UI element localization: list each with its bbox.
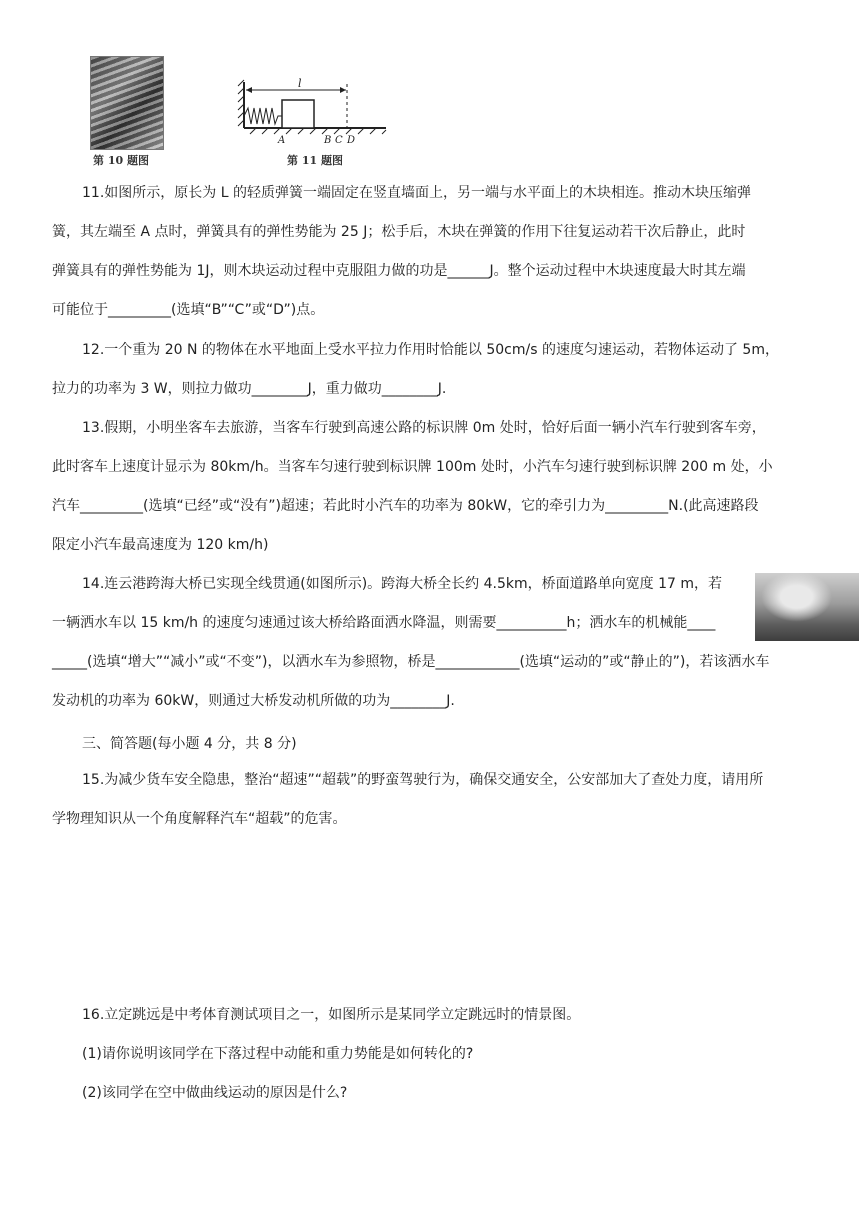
- question-11-line-2: 簧，其左端至 A 点时，弹簧具有的弹性势能为 25 J；松手后，木块在弹簧的作用下往复运动若干次后静止，此时: [52, 224, 746, 240]
- figure-14-photo: [755, 573, 859, 641]
- question-12-line-1: 12.一个重为 20 N 的物体在水平地面上受水平拉力作用时恰能以 50cm/s 的速度匀速运动，若物体运动了 5m，: [82, 342, 779, 358]
- spring-shape: [244, 108, 282, 124]
- question-11-line-1: 11.如图所示，原长为 L 的轻质弹簧一端固定在竖直墙面上，另一端与水平面上的木块相连。推动木块压缩弹: [82, 185, 751, 201]
- question-15-line-2: 学物理知识从一个角度解释汽车“超载”的危害。: [52, 811, 347, 827]
- question-12: [52, 331, 812, 409]
- question-16: [52, 996, 812, 1113]
- question-11-line-4: 可能位于_________(选填“B”“C”或“D”)点。: [52, 302, 325, 318]
- question-13-line-2: 此时客车上速度计显示为 80km/h。当客车匀速行驶到标识牌 100m 处时，小汽车匀速行驶到标识牌 200 m 处，小: [52, 459, 773, 475]
- point-c-label: C: [335, 135, 343, 146]
- figure-10-photo: [90, 56, 164, 150]
- question-14-line-4: 发动机的功率为 60kW，则通过大桥发动机所做的功为________J.: [52, 693, 455, 709]
- question-13-line-1: 13.假期，小明坐客车去旅游，当客车行驶到高速公路的标识牌 0m 处时，恰好后面一辆小汽车行驶到客车旁，: [82, 420, 766, 436]
- question-11: [52, 174, 812, 330]
- question-12-line-2: 拉力的功率为 3 W，则拉力做功________J，重力做功________J.: [52, 381, 447, 397]
- question-16-line-3: (2)该同学在空中做曲线运动的原因是什么?: [82, 1085, 348, 1101]
- figure-10-caption: 第 10 题图: [93, 154, 149, 167]
- point-d-label: D: [347, 135, 356, 146]
- figure-11-caption: 第 11 题图: [287, 154, 343, 167]
- question-16-line-2: (1)请你说明该同学在下落过程中动能和重力势能是如何转化的?: [82, 1046, 474, 1062]
- length-label: l: [298, 77, 302, 90]
- question-15-line-1: 15.为减少货车安全隐患，整治“超速”“超载”的野蛮驾驶行为，确保交通安全，公安部加大了查处力度，请用所: [82, 772, 764, 788]
- question-14-line-3: _____(选填“增大”“减小”或“不变”)，以洒水车为参照物，桥是____________(选填“运动的”或“静止的”)，若该洒水车: [52, 654, 770, 670]
- question-15: [52, 761, 812, 839]
- figure-11-diagram: [236, 76, 396, 148]
- question-14: [52, 565, 770, 721]
- section-3-heading: 三、简答题(每小题 4 分，共 8 分): [82, 736, 297, 752]
- question-13-line-4: 限定小汽车最高速度为 120 km/h): [52, 537, 269, 553]
- wood-block: [282, 100, 314, 128]
- question-14-line-1: 14.连云港跨海大桥已实现全线贯通(如图所示)。跨海大桥全长约 4.5km，桥面道路单向宽度 17 m，若: [82, 576, 722, 592]
- point-a-label: A: [278, 135, 286, 146]
- question-13: [52, 409, 812, 565]
- question-13-line-3: 汽车_________(选填“已经”或“没有”)超速；若此时小汽车的功率为 80kW，它的牵引力为_________N.(此高速路段: [52, 498, 759, 514]
- point-b-label: B: [324, 135, 332, 146]
- question-11-line-3: 弹簧具有的弹性势能为 1J，则木块运动过程中克服阻力做的功是______J。整个运动过程中木块速度最大时其左端: [52, 263, 746, 279]
- question-14-line-2: 一辆洒水车以 15 km/h 的速度匀速通过该大桥给路面洒水降温，则需要__________h；洒水车的机械能____: [52, 615, 716, 631]
- question-16-line-1: 16.立定跳远是中考体育测试项目之一，如图所示是某同学立定跳远时的情景图。: [82, 1007, 581, 1023]
